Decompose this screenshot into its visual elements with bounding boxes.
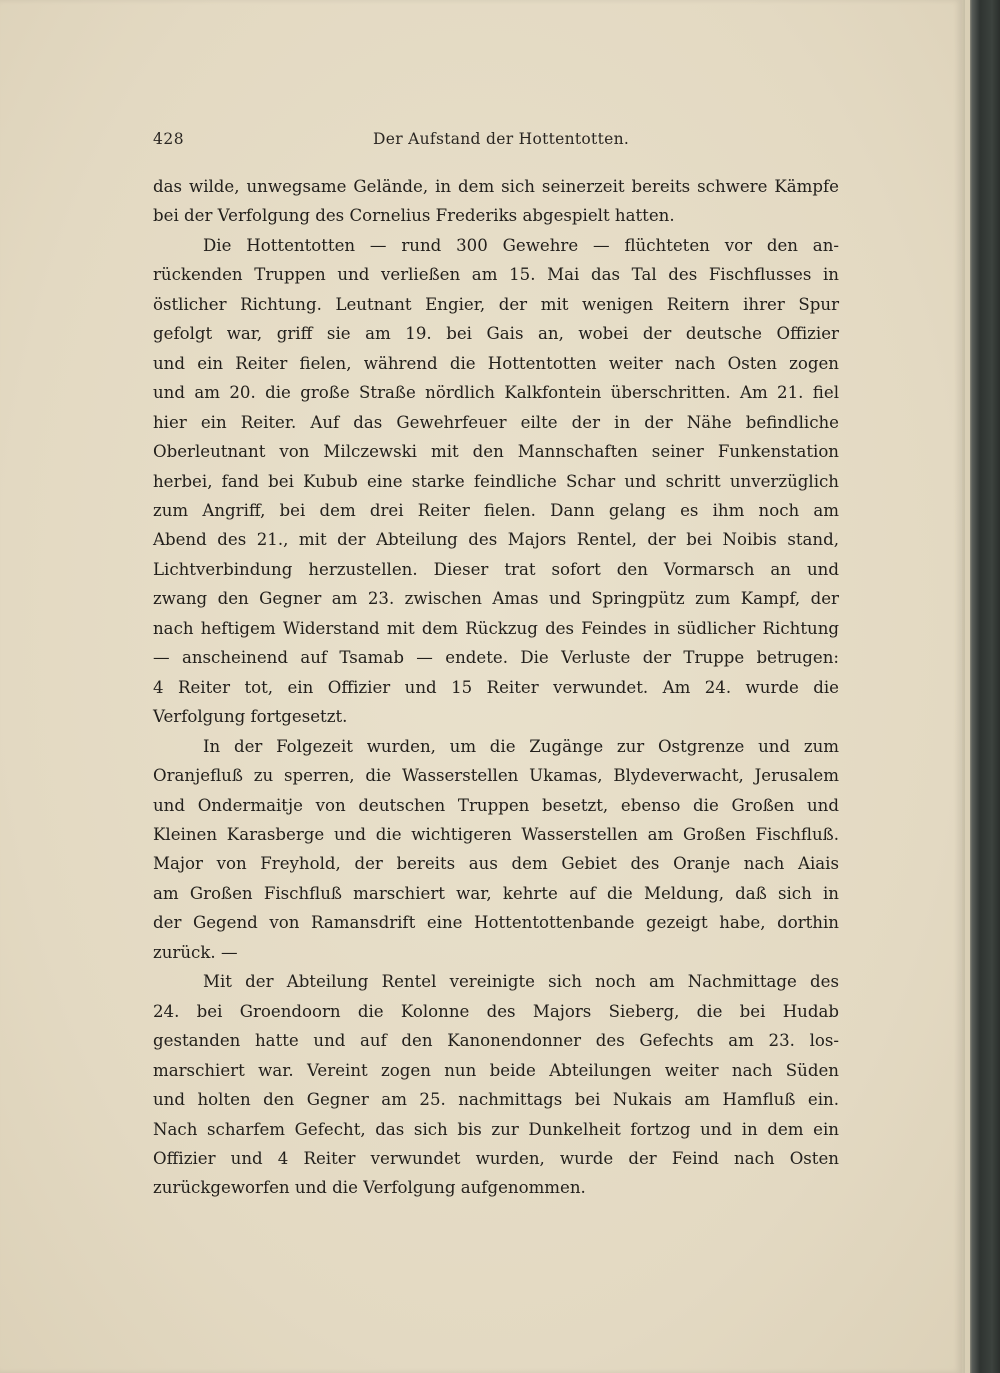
text-line: Oberleutnant von Milczewski mit den Mannschaften seiner Funkenstation xyxy=(153,442,839,462)
text-line: Oranjefluß zu sperren, die Wasserstellen Ukamas, Blydeverwacht, Jerusalem xyxy=(153,766,839,786)
text-line: Offizier und 4 Reiter verwundet wurden, wurde der Feind nach Osten xyxy=(153,1148,839,1168)
text-line: gefolgt war, griff sie am 19. bei Gais an, wobei der deutsche Offizier xyxy=(153,324,839,344)
text-line: marschiert war. Vereint zogen nun beide Abteilungen weiter nach Süden xyxy=(153,1060,839,1080)
text-line: und Ondermaitje von deutschen Truppen besetzt, ebenso die Großen und xyxy=(153,795,839,815)
text-line: bei der Verfolgung des Cornelius Frederiks abgespielt hatten. xyxy=(153,206,675,226)
text-line: zum Angriff, bei dem drei Reiter fielen. Dann gelang es ihm noch am xyxy=(153,500,839,520)
text-line: zurück. — xyxy=(153,942,238,962)
page-header xyxy=(153,128,843,154)
text-line: Verfolgung fortgesetzt. xyxy=(153,707,348,727)
book-edge xyxy=(962,0,1000,1373)
text-line: das wilde, unwegsame Gelände, in dem sich seinerzeit bereits schwere Kämpfe xyxy=(153,177,839,196)
body-text xyxy=(153,172,839,1203)
text-line: zwang den Gegner am 23. zwischen Amas und Springpütz zum Kampf, der xyxy=(153,589,839,609)
text-line: — anscheinend auf Tsamab — endete. Die Verluste der Truppe betrugen: xyxy=(153,648,839,668)
text-line: Lichtverbindung herzustellen. Dieser trat sofort den Vormarsch an und xyxy=(153,559,839,579)
text-line: Nach scharfem Gefecht, das sich bis zur Dunkelheit fortzog und in dem ein xyxy=(153,1119,839,1139)
text-line: hier ein Reiter. Auf das Gewehrfeuer eilte der in der Nähe befindliche xyxy=(153,412,839,432)
text-line: Die Hottentotten — rund 300 Gewehre — flüchteten vor den an- xyxy=(203,235,839,255)
text-line: am Großen Fischfluß marschiert war, kehrte auf die Meldung, daß sich in xyxy=(153,883,839,903)
text-line: Kleinen Karasberge und die wichtigeren Wasserstellen am Großen Fischfluß. xyxy=(153,824,839,844)
text-line: 4 Reiter tot, ein Offizier und 15 Reiter verwundet. Am 24. wurde die xyxy=(153,677,839,697)
text-line: zurückgeworfen und die Verfolgung aufgenommen. xyxy=(153,1178,586,1198)
text-line: der Gegend von Ramansdrift eine Hottentottenbande gezeigt habe, dorthin xyxy=(153,913,839,933)
text-line: In der Folgezeit wurden, um die Zugänge zur Ostgrenze und zum xyxy=(203,736,839,756)
text-line: Mit der Abteilung Rentel vereinigte sich noch am Nachmittage des xyxy=(203,972,839,992)
text-line: und holten den Gegner am 25. nachmittags bei Nukais am Hamfluß ein. xyxy=(153,1090,839,1110)
text-line: nach heftigem Widerstand mit dem Rückzug des Feindes in südlicher Richtung xyxy=(153,618,839,638)
text-line: gestanden hatte und auf den Kanonendonner des Gefechts am 23. los- xyxy=(153,1031,839,1051)
text-line: und am 20. die große Straße nördlich Kalkfontein überschritten. Am 21. fiel xyxy=(153,383,839,403)
running-title: Der Aufstand der Hottentotten. xyxy=(373,130,630,148)
page-number: 428 xyxy=(153,130,185,148)
text-line: östlicher Richtung. Leutnant Engier, der mit wenigen Reitern ihrer Spur xyxy=(153,294,839,314)
text-line: Abend des 21., mit der Abteilung des Majors Rentel, der bei Noibis stand, xyxy=(153,530,839,550)
text-line: und ein Reiter fielen, während die Hottentotten weiter nach Osten zogen xyxy=(153,353,839,373)
text-line: herbei, fand bei Kubub eine starke feindliche Schar und schritt unverzüglich xyxy=(153,471,839,491)
text-line: Major von Freyhold, der bereits aus dem Gebiet des Oranje nach Aiais xyxy=(153,854,839,874)
text-line: 24. bei Groendoorn die Kolonne des Majors Sieberg, die bei Hudab xyxy=(153,1001,839,1021)
text-line: rückenden Truppen und verließen am 15. Mai das Tal des Fischflusses in xyxy=(153,265,839,285)
page-edge-strip xyxy=(965,0,970,1373)
